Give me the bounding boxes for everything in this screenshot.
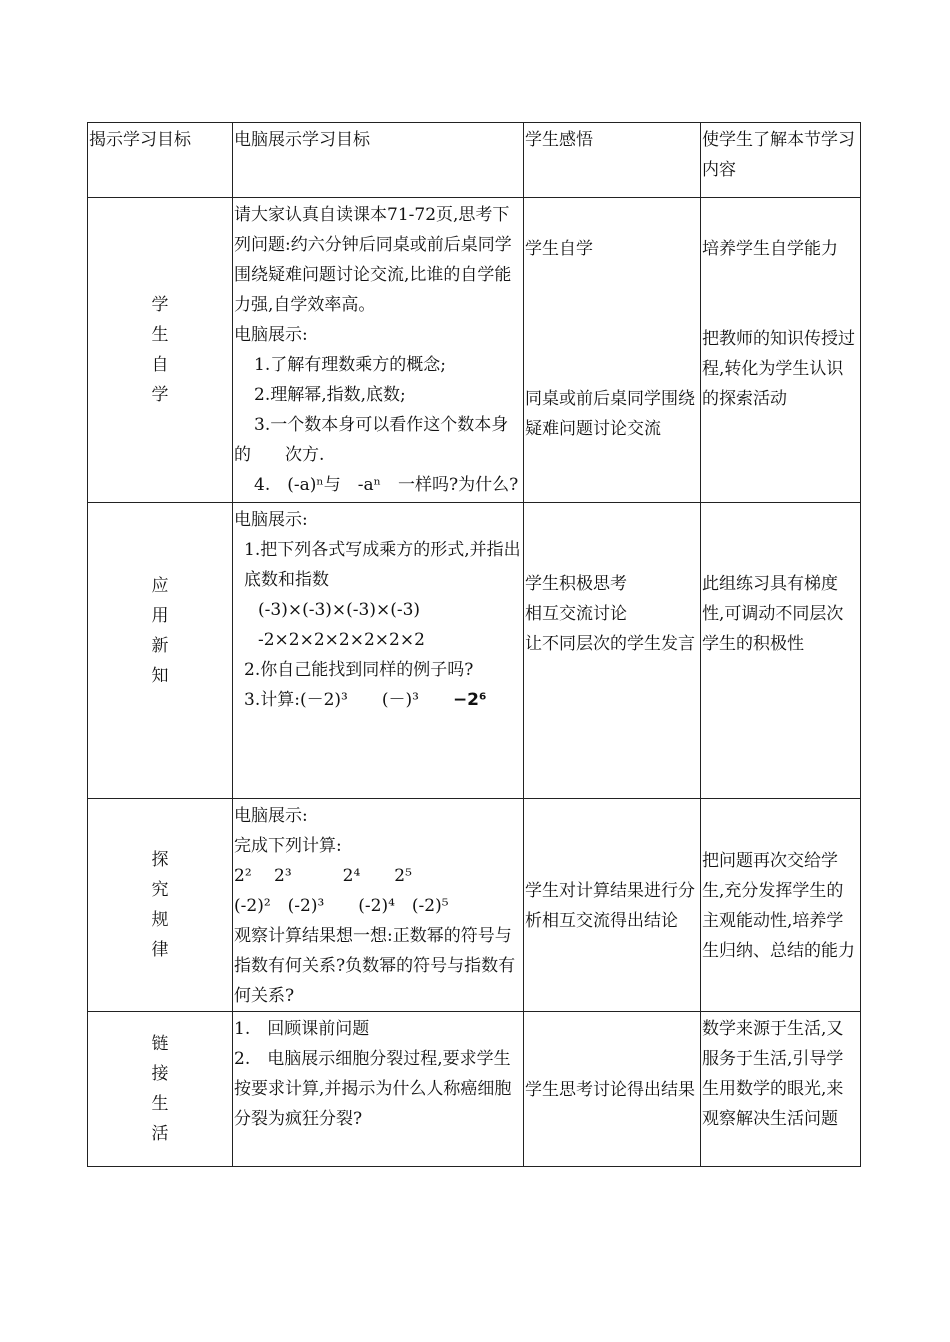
observe-question: 观察计算结果想一想:正数幂的符号与指数有何关系?负数幂的符号与指数有何关系? bbox=[234, 926, 516, 1006]
life-student bbox=[524, 1012, 701, 1167]
item-2: 2.你自己能找到同样的例子吗? bbox=[244, 660, 474, 680]
header-insight: 学生感悟 bbox=[525, 130, 593, 150]
student-discussion: 同桌或前后桌同学围绕疑难问题讨论交流 bbox=[525, 389, 695, 439]
purpose-self-study: 培养学生自学能力 bbox=[702, 239, 838, 259]
self-study-intro: 请大家认真自读课本71-72页,思考下列问题:约六分钟后同桌或前后桌同学围绕疑难问题讨论交流,比谁的自学能力强,自学效率高。 bbox=[234, 205, 512, 315]
explore-student bbox=[524, 799, 701, 1012]
expr-2: -2×2×2×2×2×2×2 bbox=[258, 630, 425, 650]
header-purpose-cell bbox=[701, 123, 861, 198]
apply-student bbox=[524, 503, 701, 799]
header-insight-cell bbox=[524, 123, 701, 198]
item-1: 1.把下列各式写成乘方的形式,并指出底数和指数 bbox=[244, 540, 521, 590]
label-char: 活 bbox=[151, 1124, 169, 1144]
label-char: 探 bbox=[151, 850, 169, 870]
purpose-initiative: 把问题再次交给学生,充分发挥学生的主观能动性,培养学生归纳、总结的能力 bbox=[702, 851, 855, 961]
header-display-cell bbox=[233, 123, 524, 198]
purpose-life: 数学来源于生活,又服务于生活,引导学生用数学的眼光,来观察解决生活问题 bbox=[702, 1019, 844, 1129]
header-goal-cell bbox=[88, 123, 233, 198]
label-char: 接 bbox=[151, 1064, 169, 1084]
powers-negative: (-2)² (-2)³ (-2)⁴ (-2)⁵ bbox=[234, 896, 449, 916]
life-purpose bbox=[701, 1012, 861, 1167]
section-label-life bbox=[88, 1012, 233, 1167]
apply-content bbox=[233, 503, 524, 799]
item-2: 2. 电脑展示细胞分裂过程,要求学生按要求计算,并揭示为什么人称癌细胞分裂为疯狂分裂? bbox=[234, 1049, 512, 1129]
powers-positive: 2² 2³ 2⁴ 2⁵ bbox=[234, 866, 412, 886]
item-4: 4. (-a)ⁿ与 -aⁿ 一样吗?为什么? bbox=[254, 475, 519, 495]
label-char: 规 bbox=[151, 910, 169, 930]
apply-purpose bbox=[701, 503, 861, 799]
table-row-explore bbox=[88, 799, 861, 1012]
label-char: 究 bbox=[151, 880, 169, 900]
display-label: 电脑展示: bbox=[234, 806, 308, 826]
student-self-study: 学生自学 bbox=[525, 239, 593, 259]
header-display: 电脑展示学习目标 bbox=[234, 130, 370, 150]
self-study-content bbox=[233, 198, 524, 503]
label-char: 用 bbox=[151, 606, 169, 626]
table-row-self-study bbox=[88, 198, 861, 503]
expr-1: (-3)×(-3)×(-3)×(-3) bbox=[258, 600, 421, 620]
student-analysis: 学生对计算结果进行分析相互交流得出结论 bbox=[525, 881, 695, 931]
item-1: 1. 回顾课前问题 bbox=[234, 1019, 370, 1039]
label-char: 新 bbox=[151, 636, 169, 656]
table-row-apply bbox=[88, 503, 861, 799]
table-row-life bbox=[88, 1012, 861, 1167]
item-1: 1.了解有理数乘方的概念; bbox=[254, 355, 446, 375]
section-label-self-study bbox=[88, 198, 233, 503]
display-label: 电脑展示: bbox=[234, 325, 308, 345]
label-char: 学 bbox=[151, 385, 169, 405]
label-char: 生 bbox=[151, 1094, 169, 1114]
student-conclusion: 学生思考讨论得出结果 bbox=[525, 1080, 695, 1100]
display-label: 电脑展示: bbox=[234, 510, 308, 530]
label-char: 自 bbox=[151, 355, 169, 375]
section-label-apply bbox=[88, 503, 233, 799]
self-study-purpose bbox=[701, 198, 861, 503]
header-purpose: 使学生了解本节学习内容 bbox=[702, 130, 855, 180]
self-study-student bbox=[524, 198, 701, 503]
item-3-bold: −2⁶ bbox=[452, 690, 487, 710]
label-char: 链 bbox=[151, 1034, 169, 1054]
item-3: 3.一个数本身可以看作这个数本身的 次方. bbox=[234, 415, 509, 465]
item-2: 2.理解幂,指数,底数; bbox=[254, 385, 406, 405]
task-label: 完成下列计算: bbox=[234, 836, 342, 856]
explore-content bbox=[233, 799, 524, 1012]
label-char: 学 bbox=[151, 295, 169, 315]
life-content bbox=[233, 1012, 524, 1167]
purpose-transform: 把教师的知识传授过程,转化为学生认识的探索活动 bbox=[702, 329, 855, 409]
item-3-prefix: 3.计算:(－2)³ (－)³ bbox=[244, 690, 419, 710]
label-char: 律 bbox=[151, 940, 169, 960]
label-char: 知 bbox=[151, 666, 169, 686]
student-speak: 让不同层次的学生发言 bbox=[525, 634, 695, 654]
student-think: 学生积极思考 bbox=[525, 574, 627, 594]
student-discuss: 相互交流讨论 bbox=[525, 604, 627, 624]
label-char: 应 bbox=[151, 576, 169, 596]
header-goal: 揭示学习目标 bbox=[89, 130, 191, 150]
label-char: 生 bbox=[151, 325, 169, 345]
purpose-gradient: 此组练习具有梯度性,可调动不同层次学生的积极性 bbox=[702, 574, 844, 654]
lesson-plan-table bbox=[87, 122, 861, 1167]
explore-purpose bbox=[701, 799, 861, 1012]
table-row-header bbox=[88, 123, 861, 198]
section-label-explore bbox=[88, 799, 233, 1012]
item-3 bbox=[234, 685, 523, 715]
